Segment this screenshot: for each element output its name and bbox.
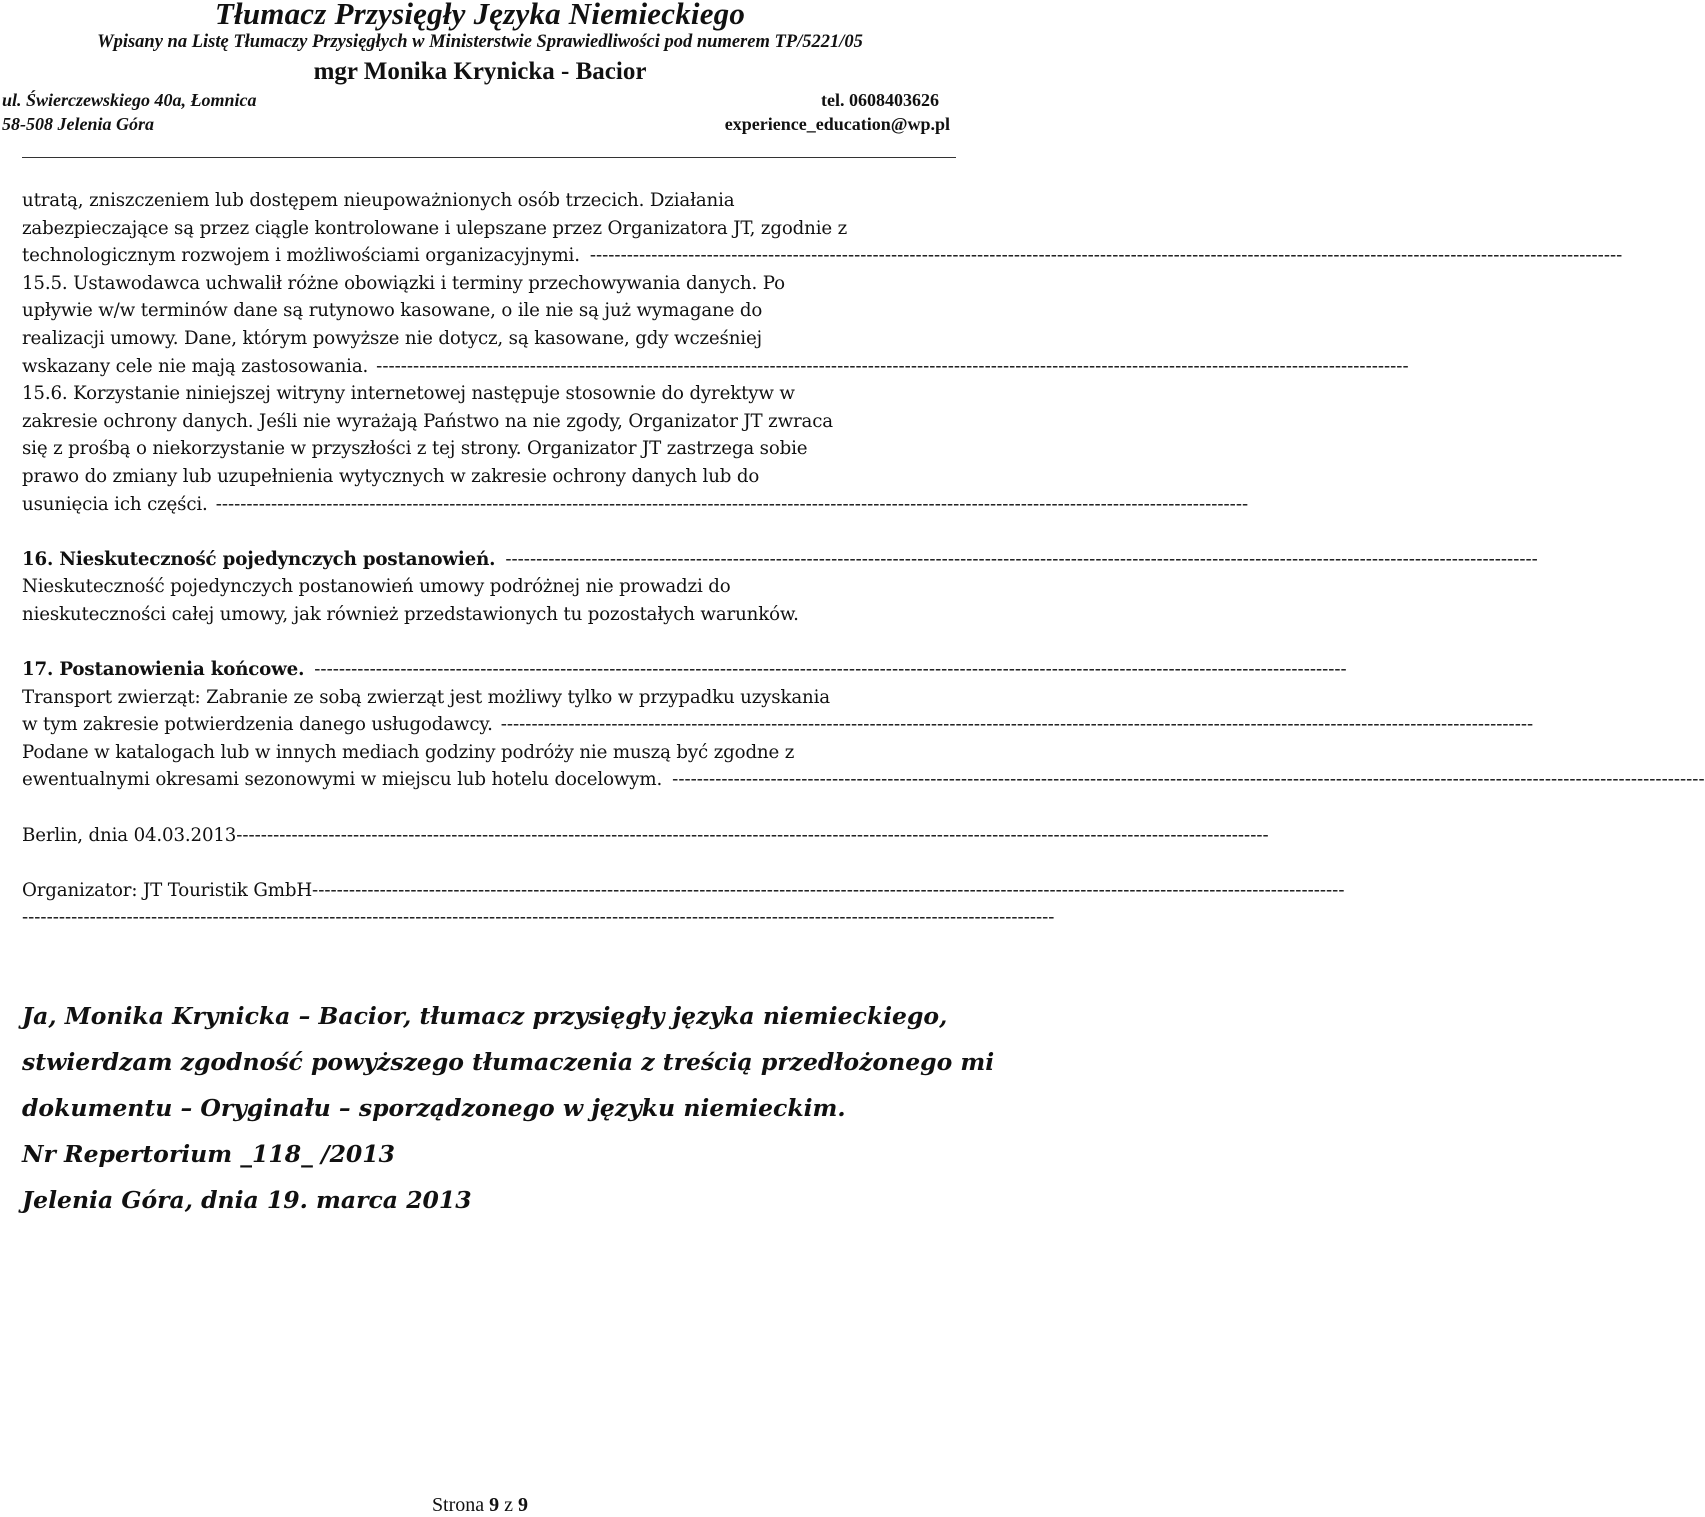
dash-line	[22, 904, 1055, 932]
text-content: w tym zakresie potwierdzenia danego usługodawcy.	[22, 714, 493, 736]
text-line	[22, 242, 1623, 270]
dash-filler: ------------------------------------------------------------------------------------------------------------------------------------------------------------------------	[22, 907, 1055, 929]
text-line: Nieskuteczność pojedynczych postanowień umowy podróżnej nie prowadzi do	[22, 576, 731, 598]
page-label: Strona	[431, 1494, 485, 1516]
address-street: ul. Świerczewskiego 40a, Łomnica	[2, 90, 257, 110]
certification-line: Ja, Monika Krynicka – Bacior, tłumacz przysięgły języka niemieckiego,	[22, 1002, 948, 1030]
phone: tel. 0608403626	[821, 90, 939, 110]
page-number: 9	[489, 1494, 500, 1516]
text-line: zakresie ochrony danych. Jeśli nie wyrażają Państwo na nie zgody, Organizator JT zwraca	[22, 410, 833, 432]
address-city: 58-508 Jelenia Góra	[2, 114, 154, 134]
place-date-line	[22, 822, 1269, 850]
email: experience_education@wp.pl	[724, 114, 950, 134]
header-divider	[22, 157, 956, 158]
organizer-line	[22, 877, 1345, 905]
text-line: Transport zwierząt: Zabranie ze sobą zwierząt jest możliwy tylko w przypadku uzyskania	[22, 686, 830, 708]
text-line: upływie w/w terminów dane są rutynowo kasowane, o ile nie są już wymagane do	[22, 300, 763, 322]
letterhead-title: Tłumacz Przysięgły Języka Niemieckiego	[214, 0, 746, 31]
text-line: nieskuteczności całej umowy, jak również przedstawionych tu pozostałych warunków.	[22, 603, 799, 625]
dash-filler: ------------------------------------------------------------------------------------------------------------------------------------------------------------------------	[500, 714, 1534, 736]
text-line: się z prośbą o niekorzystanie w przyszłości z tej strony. Organizator JT zastrzega sobie	[22, 438, 808, 460]
text-content: usunięcia ich części.	[22, 493, 208, 515]
text-content: wskazany cele nie mają zastosowania.	[22, 355, 369, 377]
text-line: prawo do zmiany lub uzupełnienia wytycznych w zakresie ochrony danych lub do	[22, 465, 760, 487]
letterhead-registry: Wpisany na Listę Tłumaczy Przysięgłych w Ministerstwie Sprawiedliwości pod numerem TP/5221/05	[97, 32, 863, 52]
section-title: 16. Nieskuteczność pojedynczych postanowień.	[22, 548, 496, 570]
repertorium-number: Nr Repertorium _118_ /2013	[22, 1140, 395, 1168]
dash-filler: ------------------------------------------------------------------------------------------------------------------------------------------------------------------------	[312, 879, 1345, 901]
document-body	[22, 187, 1705, 932]
text-line	[22, 353, 1409, 381]
section-title: 17. Postanowienia końcowe.	[22, 659, 305, 681]
dash-filler: ------------------------------------------------------------------------------------------------------------------------------------------------------------------------	[589, 245, 1623, 267]
text-line: 15.5. Ustawodawca uchwalił różne obowiązki i terminy przechowywania danych. Po	[22, 272, 785, 294]
section-heading-17	[22, 656, 1347, 684]
text-line	[22, 766, 1705, 794]
section-heading-16	[22, 546, 1538, 574]
text-content: Organizator: JT Touristik GmbH	[22, 879, 313, 901]
text-line	[22, 711, 1534, 739]
dash-filler: ------------------------------------------------------------------------------------------------------------------------------------------------------------------------	[376, 355, 1409, 377]
translator-name: mgr Monika Krynicka - Bacior	[313, 58, 647, 85]
text-line: 15.6. Korzystanie niniejszej witryny internetowej następuje stosownie do dyrektyw w	[22, 383, 795, 405]
certification-date: Jelenia Góra, dnia 19. marca 2013	[22, 1186, 472, 1214]
text-content: ewentualnymi okresami sezonowymi w miejscu lub hotelu docelowym.	[22, 769, 663, 791]
page-of: z	[504, 1494, 514, 1516]
dash-filler: ------------------------------------------------------------------------------------------------------------------------------------------------------------------------	[236, 824, 1269, 846]
text-line: zabezpieczające są przez ciągle kontrolowane i ulepszane przez Organizatora JT, zgodnie z	[22, 217, 848, 239]
text-line: Podane w katalogach lub w innych mediach godziny podróży nie muszą być zgodne z	[22, 741, 795, 763]
certification-line: stwierdzam zgodność powyższego tłumaczenia z treścią przedłożonego mi	[22, 1048, 995, 1076]
text-content: technologicznym rozwojem i możliwościami organizacyjnymi.	[22, 245, 580, 267]
dash-filler: ------------------------------------------------------------------------------------------------------------------------------------------------------------------------	[314, 659, 1347, 681]
dash-filler: ------------------------------------------------------------------------------------------------------------------------------------------------------------------------	[672, 769, 1705, 791]
certification-line: dokumentu – Oryginału – sporządzonego w języku niemieckim.	[22, 1094, 846, 1122]
text-content: Berlin, dnia 04.03.2013	[22, 824, 237, 846]
page-footer	[0, 1494, 960, 1517]
text-line	[22, 491, 1249, 519]
dash-filler: ------------------------------------------------------------------------------------------------------------------------------------------------------------------------	[505, 548, 1538, 570]
page-total: 9	[518, 1494, 529, 1516]
dash-filler: ------------------------------------------------------------------------------------------------------------------------------------------------------------------------	[215, 493, 1249, 515]
text-line: utratą, zniszczeniem lub dostępem nieupoważnionych osób trzecich. Działania	[22, 190, 735, 211]
text-line: realizacji umowy. Dane, którym powyższe nie dotycz, są kasowane, gdy wcześniej	[22, 327, 763, 349]
